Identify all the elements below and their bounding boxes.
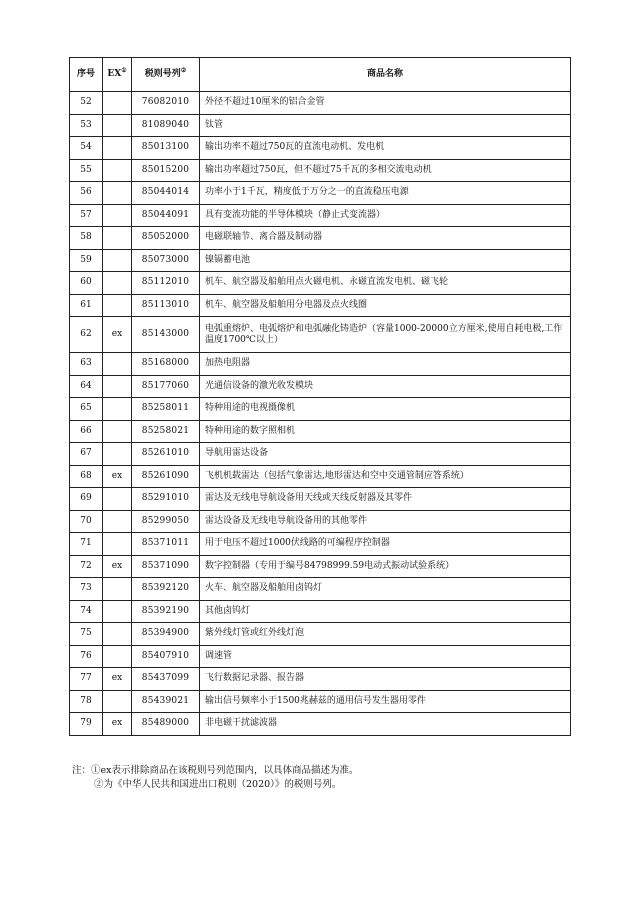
- table-row: [70, 182, 571, 205]
- cell-name: 输出功率不超过750瓦的直流电动机、发电机: [200, 137, 571, 160]
- cell-seq: 72: [70, 555, 103, 578]
- cell-seq: 53: [70, 114, 103, 137]
- table-row: [70, 555, 571, 578]
- cell-code: 85112010: [132, 272, 200, 295]
- cell-code: 85258021: [132, 420, 200, 443]
- cell-code: 85143000: [132, 317, 200, 353]
- cell-code: 85044091: [132, 204, 200, 227]
- cell-code: 85258011: [132, 398, 200, 421]
- cell-ex: [103, 92, 132, 115]
- cell-ex: [103, 600, 132, 623]
- cell-name: 特种用途的数字照相机: [200, 420, 571, 443]
- cell-ex: [103, 137, 132, 160]
- commodity-table: [69, 57, 571, 736]
- cell-ex: [103, 578, 132, 601]
- cell-code: 85392120: [132, 578, 200, 601]
- cell-name: 数字控制器（专用于编号84798999.59电动式振动试验系统）: [200, 555, 571, 578]
- cell-ex: [103, 533, 132, 556]
- cell-seq: 58: [70, 227, 103, 250]
- table-row: [70, 159, 571, 182]
- cell-name: 调速管: [200, 645, 571, 668]
- cell-code: 85371090: [132, 555, 200, 578]
- cell-seq: 75: [70, 623, 103, 646]
- cell-seq: 65: [70, 398, 103, 421]
- cell-seq: 61: [70, 294, 103, 317]
- table-row: [70, 623, 571, 646]
- cell-ex: [103, 510, 132, 533]
- table-row: [70, 353, 571, 376]
- table-body: [70, 92, 571, 736]
- cell-seq: 69: [70, 488, 103, 511]
- cell-name: 紫外线灯管或红外线灯泡: [200, 623, 571, 646]
- cell-ex: ex: [103, 317, 132, 353]
- cell-ex: ex: [103, 668, 132, 691]
- cell-code: 85052000: [132, 227, 200, 250]
- cell-name: 飞机机载雷达（包括气象雷达,地形雷达和空中交通管制应答系统）: [200, 465, 571, 488]
- cell-seq: 71: [70, 533, 103, 556]
- cell-code: 85407910: [132, 645, 200, 668]
- cell-ex: [103, 204, 132, 227]
- header-name: [200, 58, 571, 92]
- cell-name: 机车、航空器及船舶用点火磁电机、永磁直流发电机、磁飞轮: [200, 272, 571, 295]
- table-row: [70, 713, 571, 736]
- cell-code: 85392190: [132, 600, 200, 623]
- table-row: [70, 294, 571, 317]
- cell-code: 81089040: [132, 114, 200, 137]
- cell-seq: 57: [70, 204, 103, 227]
- cell-seq: 67: [70, 443, 103, 466]
- table-row: [70, 600, 571, 623]
- cell-seq: 52: [70, 92, 103, 115]
- cell-ex: [103, 375, 132, 398]
- table-row: [70, 249, 571, 272]
- cell-name: 飞行数据记录器、报告器: [200, 668, 571, 691]
- cell-code: 85044014: [132, 182, 200, 205]
- table-row: [70, 92, 571, 115]
- cell-ex: [103, 645, 132, 668]
- table-row: [70, 690, 571, 713]
- cell-name: 功率小于1千瓦，精度低于万分之一的直流稳压电源: [200, 182, 571, 205]
- table-row: [70, 488, 571, 511]
- cell-code: 85113010: [132, 294, 200, 317]
- cell-code: 85489000: [132, 713, 200, 736]
- cell-seq: 66: [70, 420, 103, 443]
- table-row: [70, 420, 571, 443]
- cell-name: 非电磁干扰滤波器: [200, 713, 571, 736]
- footnotes: [72, 764, 572, 792]
- cell-name: 电弧重熔炉、电弧熔炉和电弧融化铸造炉（容量1000-20000立方厘米,使用自耗电极,工作温度1700℃以上）: [200, 317, 571, 353]
- cell-name: 加热电阻器: [200, 353, 571, 376]
- header-seq: [70, 58, 103, 92]
- cell-name: 导航用雷达设备: [200, 443, 571, 466]
- header-ex-footnote-mark: ①: [121, 67, 127, 74]
- header-name-label: 商品名称: [366, 69, 403, 79]
- table-row: [70, 443, 571, 466]
- table-header-row: [70, 58, 571, 92]
- table-row: [70, 375, 571, 398]
- header-ex-label: EX: [107, 69, 122, 79]
- cell-ex: [103, 227, 132, 250]
- cell-ex: ex: [103, 555, 132, 578]
- header-code-footnote-mark: ②: [180, 67, 187, 74]
- cell-name: 外径不超过10厘米的铝合金管: [200, 92, 571, 115]
- cell-seq: 60: [70, 272, 103, 295]
- cell-name: 雷达设备及无线电导航设备用的其他零件: [200, 510, 571, 533]
- cell-seq: 77: [70, 668, 103, 691]
- cell-ex: [103, 420, 132, 443]
- cell-seq: 68: [70, 465, 103, 488]
- table-row: [70, 668, 571, 691]
- cell-ex: [103, 159, 132, 182]
- cell-code: 85261090: [132, 465, 200, 488]
- footnote-1: 注：①ex表示排除商品在该税则号列范围内，以具体商品描述为准。: [72, 765, 359, 776]
- cell-seq: 59: [70, 249, 103, 272]
- cell-name: 钛管: [200, 114, 571, 137]
- cell-ex: [103, 182, 132, 205]
- cell-name: 用于电压不超过1000伏线路的可编程序控制器: [200, 533, 571, 556]
- cell-code: 85015200: [132, 159, 200, 182]
- table-row: [70, 317, 571, 353]
- cell-name: 具有变流功能的半导体模块（静止式变流器）: [200, 204, 571, 227]
- cell-code: 85261010: [132, 443, 200, 466]
- cell-seq: 63: [70, 353, 103, 376]
- table-row: [70, 227, 571, 250]
- cell-ex: [103, 272, 132, 295]
- table-row: [70, 114, 571, 137]
- table-row: [70, 465, 571, 488]
- cell-name: 输出信号频率小于1500兆赫兹的通用信号发生器用零件: [200, 690, 571, 713]
- cell-code: 85168000: [132, 353, 200, 376]
- cell-seq: 73: [70, 578, 103, 601]
- cell-seq: 74: [70, 600, 103, 623]
- cell-code: 85291010: [132, 488, 200, 511]
- cell-code: 85439021: [132, 690, 200, 713]
- cell-seq: 76: [70, 645, 103, 668]
- cell-ex: [103, 623, 132, 646]
- table-row: [70, 137, 571, 160]
- cell-seq: 62: [70, 317, 103, 353]
- cell-ex: [103, 443, 132, 466]
- table-row: [70, 533, 571, 556]
- cell-ex: [103, 114, 132, 137]
- cell-name: 镍镉蓄电池: [200, 249, 571, 272]
- table-row: [70, 510, 571, 533]
- cell-name: 其他卤钨灯: [200, 600, 571, 623]
- table-row: [70, 272, 571, 295]
- table-row: [70, 398, 571, 421]
- cell-seq: 54: [70, 137, 103, 160]
- cell-code: 76082010: [132, 92, 200, 115]
- header-ex: [103, 58, 132, 92]
- cell-name: 雷达及无线电导航设备用天线或天线反射器及其零件: [200, 488, 571, 511]
- cell-ex: ex: [103, 713, 132, 736]
- table-row: [70, 645, 571, 668]
- table-row: [70, 578, 571, 601]
- cell-seq: 56: [70, 182, 103, 205]
- cell-seq: 79: [70, 713, 103, 736]
- cell-name: 输出功率超过750瓦，但不超过75千瓦的多相交流电动机: [200, 159, 571, 182]
- cell-ex: ex: [103, 465, 132, 488]
- cell-ex: [103, 353, 132, 376]
- cell-ex: [103, 294, 132, 317]
- header-code: [132, 58, 200, 92]
- cell-ex: [103, 690, 132, 713]
- cell-code: 85177060: [132, 375, 200, 398]
- cell-seq: 78: [70, 690, 103, 713]
- cell-code: 85394900: [132, 623, 200, 646]
- cell-ex: [103, 398, 132, 421]
- cell-name: 电磁联轴节、离合器及制动器: [200, 227, 571, 250]
- cell-seq: 55: [70, 159, 103, 182]
- header-seq-label: 序号: [76, 69, 95, 79]
- footnote-2: ②为《中华人民共和国进出口税则（2020）》的税则号列。: [94, 779, 342, 790]
- cell-ex: [103, 488, 132, 511]
- cell-name: 机车、航空器及船舶用分电器及点火线圈: [200, 294, 571, 317]
- cell-code: 85437099: [132, 668, 200, 691]
- header-code-label: 税则号列: [144, 69, 181, 79]
- cell-seq: 64: [70, 375, 103, 398]
- cell-name: 特种用途的电视摄像机: [200, 398, 571, 421]
- cell-ex: [103, 249, 132, 272]
- cell-code: 85013100: [132, 137, 200, 160]
- cell-code: 85371011: [132, 533, 200, 556]
- cell-code: 85073000: [132, 249, 200, 272]
- cell-name: 火车、航空器及船舶用卤钨灯: [200, 578, 571, 601]
- cell-seq: 70: [70, 510, 103, 533]
- table-row: [70, 204, 571, 227]
- cell-code: 85299050: [132, 510, 200, 533]
- cell-name: 光通信设备的激光收发模块: [200, 375, 571, 398]
